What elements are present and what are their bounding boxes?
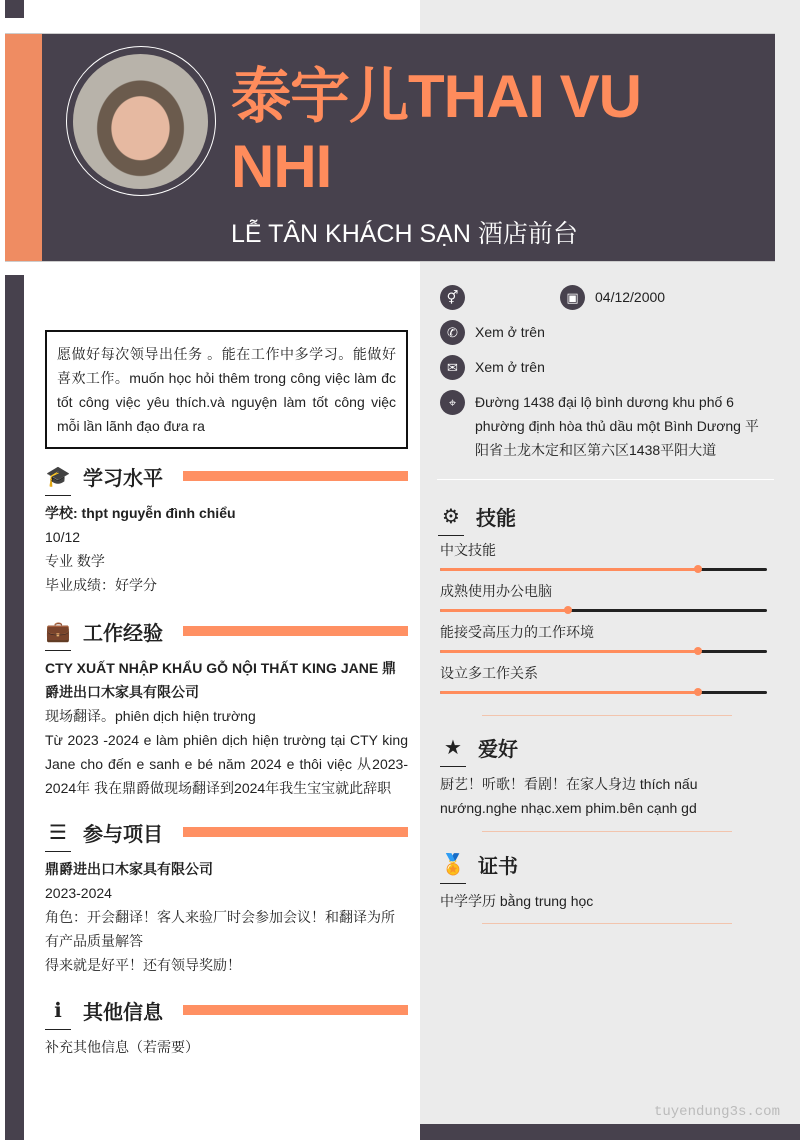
skill-name: 中文技能 xyxy=(440,542,496,558)
project-role: 角色：开会翻译！客人来验厂时会参加会议！和翻译为所有产品质量解答 xyxy=(45,909,395,949)
section-title: 证书 xyxy=(478,855,518,878)
skill-level-fill xyxy=(440,568,698,571)
address: Đường 1438 đại lộ bình dương khu phố 6 phường định hòa thủ dầu một Bình Dương 平阳省土龙木定和区第六区1438平阳大道 xyxy=(475,394,759,458)
company: CTY XUẤT NHẬP KHẨU GỖ NỘI THẤT KING JANE 鼎爵进出口木家具有限公司 xyxy=(45,660,397,700)
email: Xem ở trên xyxy=(475,359,545,375)
school: 学校: thpt nguyễn đình chiểu xyxy=(45,505,236,521)
star-icon: ★ xyxy=(444,736,462,759)
work-section xyxy=(45,616,408,800)
accent-strip xyxy=(5,34,42,261)
skill-level-fill xyxy=(440,650,698,653)
contact-section xyxy=(440,285,770,472)
project-company: 鼎爵进出口木家具有限公司 xyxy=(45,861,213,877)
skill-level-fill xyxy=(440,691,698,694)
other-section xyxy=(45,995,408,1059)
grade: 10/12 xyxy=(45,529,81,545)
skill-item xyxy=(440,622,770,663)
section-accent-bar xyxy=(183,626,408,636)
certificates-text: 中学学历 bằng trung học xyxy=(440,893,594,909)
graduation-cap-icon: 🎓 xyxy=(45,465,71,488)
award-icon: 🏅 xyxy=(440,853,466,876)
skill-level-bar xyxy=(440,691,767,694)
section-title: 其他信息 xyxy=(83,1001,163,1024)
divider xyxy=(437,479,774,480)
certificates-section xyxy=(440,849,770,913)
decor-bar-bottom xyxy=(420,1124,800,1140)
section-title: 爱好 xyxy=(478,738,518,761)
result: 毕业成绩：好学分 xyxy=(45,577,157,593)
skill-level-bar xyxy=(440,609,767,612)
gender-icon: ⚥ xyxy=(440,285,465,310)
candidate-name: 泰宇儿THAI VU NHI xyxy=(231,63,641,200)
info-icon: ℹ xyxy=(54,999,62,1022)
hobbies-text: 厨艺！听歌！看剧！在家人身边 thích nấu nướng.nghe nhạc.xem phim.bên cạnh gd xyxy=(440,776,698,816)
skill-item xyxy=(440,581,770,622)
skill-item xyxy=(440,663,770,704)
section-title: 学习水平 xyxy=(83,467,163,490)
skill-level-bar xyxy=(440,568,767,571)
education-section xyxy=(45,461,408,597)
job-title: LỄ TÂN KHÁCH SẠN 酒店前台 xyxy=(231,220,578,248)
skill-name: 设立多工作关系 xyxy=(440,665,538,681)
position: 现场翻译。phiên dịch hiện trường xyxy=(45,708,256,724)
calendar-icon: ▣ xyxy=(560,285,585,310)
decor-bar-left xyxy=(5,275,24,1140)
skill-level-knob xyxy=(694,688,702,696)
skill-level-knob xyxy=(694,565,702,573)
skill-level-bar xyxy=(440,650,767,653)
location-icon: ⌖ xyxy=(440,390,465,415)
birthday: 04/12/2000 xyxy=(595,289,666,305)
decor-bar-top xyxy=(5,0,24,18)
skill-level-fill xyxy=(440,609,568,612)
header-banner xyxy=(5,33,775,262)
divider xyxy=(482,715,732,716)
avatar xyxy=(66,46,216,196)
section-accent-bar xyxy=(183,471,408,481)
summary-box: 愿做好每次领导出任务 。能在工作中多学习。能做好喜欢工作。muốn học hỏi thêm trong công việc làm đc tốt công việc yêu thích.và nguyện làm tốt công việc mỗi lần lãnh đạo đưa ra xyxy=(45,330,408,449)
briefcase-icon: 💼 xyxy=(45,620,71,643)
skill-item xyxy=(440,540,770,581)
projects-section xyxy=(45,817,408,977)
section-accent-bar xyxy=(183,827,408,837)
section-title: 技能 xyxy=(476,507,516,530)
section-title: 工作经验 xyxy=(83,622,163,645)
other-text: 补充其他信息（若需要） xyxy=(45,1039,199,1055)
divider xyxy=(482,831,732,832)
gear-icon: ⚙ xyxy=(442,505,460,528)
email-icon: ✉ xyxy=(440,355,465,380)
skill-name: 能接受高压力的工作环境 xyxy=(440,624,594,640)
divider xyxy=(482,923,732,924)
phone: Xem ở trên xyxy=(475,324,545,340)
section-title: 参与项目 xyxy=(83,823,163,846)
project-result: 得来就是好平！还有领导奖励！ xyxy=(45,957,241,973)
skills-list xyxy=(440,540,770,704)
watermark: tuyendung3s.com xyxy=(653,1104,780,1120)
hobbies-section xyxy=(440,732,770,820)
section-accent-bar xyxy=(183,1005,408,1015)
skill-level-knob xyxy=(694,647,702,655)
skill-level-knob xyxy=(564,606,572,614)
layers-icon: ☰ xyxy=(49,821,67,844)
skill-name: 成熟使用办公电脑 xyxy=(440,583,552,599)
skills-section xyxy=(440,501,770,704)
description: Từ 2023 -2024 e làm phiên dịch hiện trường tại CTY king Jane cho đến e sanh e bé năm 2024 e thôi việc 从2023-2024年 我在鼎爵做现场翻译到2024年我生宝宝就此辞职 xyxy=(45,732,408,796)
phone-icon: ✆ xyxy=(440,320,465,345)
major: 专业 数学 xyxy=(45,553,105,569)
project-period: 2023-2024 xyxy=(45,885,112,901)
